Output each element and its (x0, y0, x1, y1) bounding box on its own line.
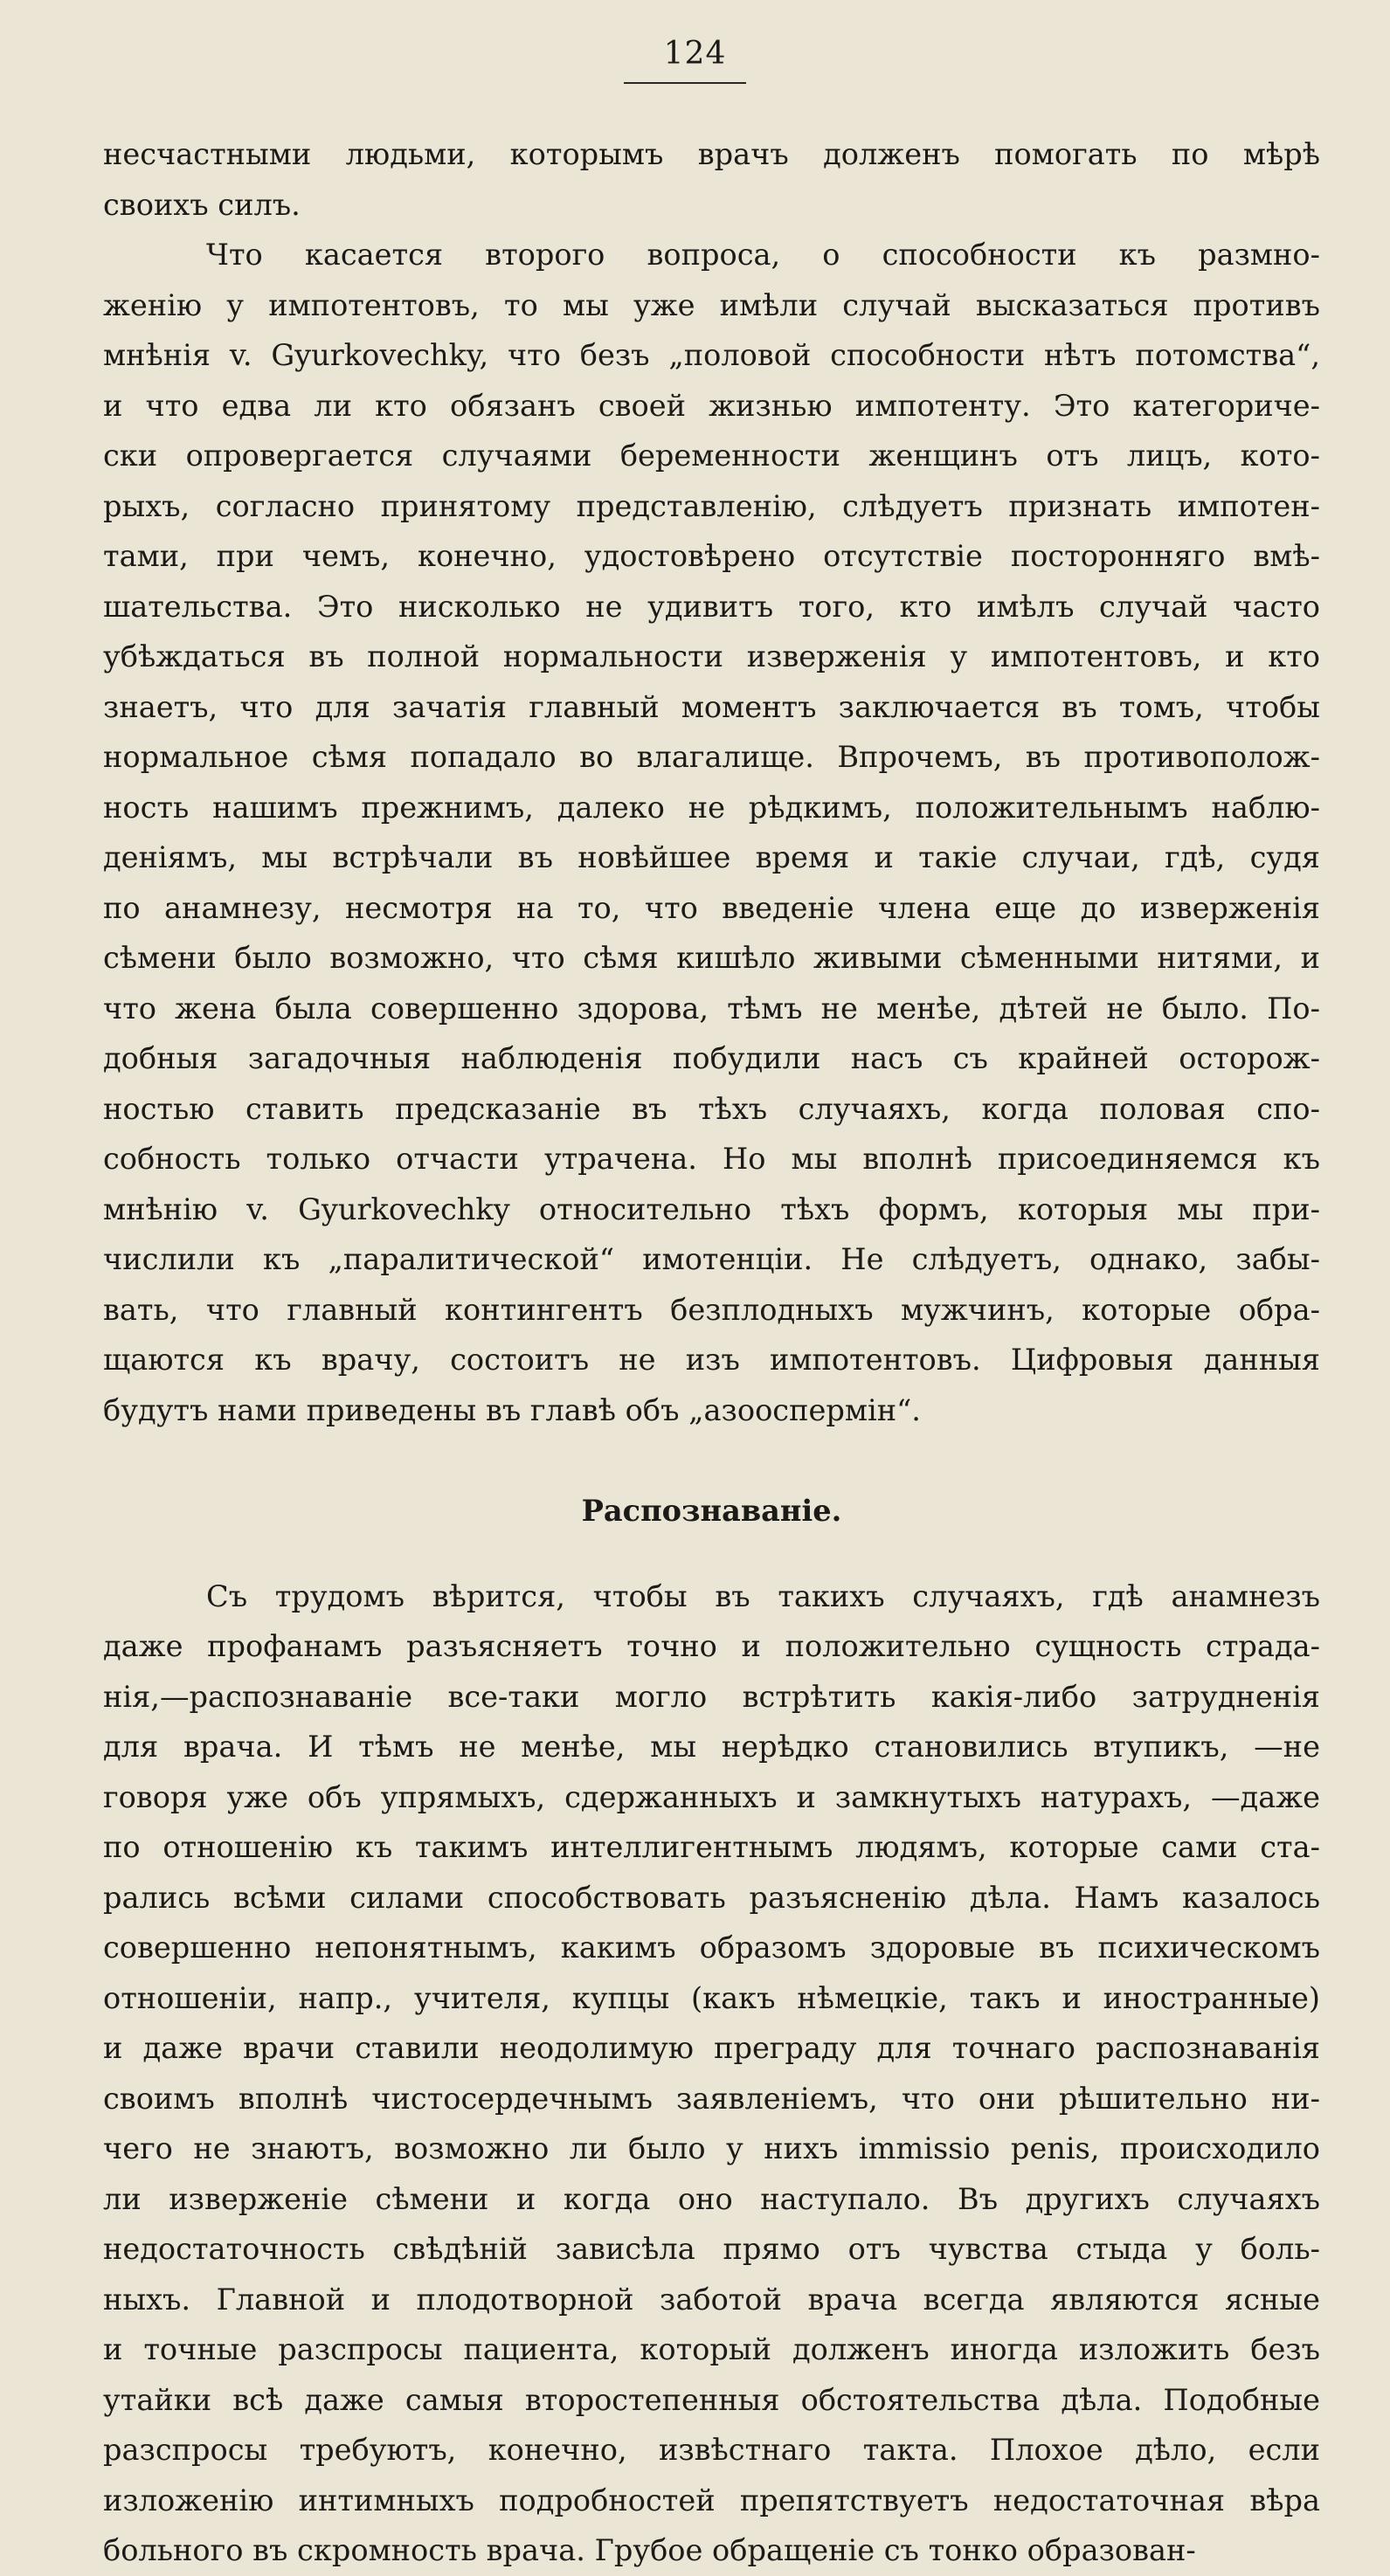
page-number: 124 (663, 36, 727, 72)
text-line: для врача. И тѣмъ не менѣе, мы нерѣдко становились втупикъ, —не (103, 1730, 1320, 1764)
text-line: ски опровергается случаями беременности женщинъ отъ лицъ, кото- (103, 439, 1320, 473)
text-line: женію у импотентовъ, то мы уже имѣли случай высказаться противъ (103, 287, 1320, 322)
text-line: говоря уже объ упрямыхъ, сдержанныхъ и замкнутыхъ натурахъ, —даже (103, 1779, 1320, 1814)
text-line: ныхъ. Главной и плодотворной заботой врача всегда являются ясные (103, 2282, 1320, 2317)
text-line: нормальное сѣмя попадало во влагалище. Впрочемъ, въ противополож- (103, 740, 1320, 774)
text-line: вать, что главный контингентъ безплодныхъ мужчинъ, которые обра- (103, 1292, 1320, 1327)
text-line: рались всѣми силами способствовать разъясненію дѣла. Намъ казалось (103, 1880, 1320, 1915)
text-line: сѣмени было возможно, что сѣмя кишѣло живыми сѣменными нитями, и (103, 941, 1320, 975)
text-line: недостаточность свѣдѣній зависѣла прямо отъ чувства стыда у боль- (103, 2232, 1320, 2266)
text-line: щаются къ врачу, состоитъ не изъ импотентовъ. Цифровыя данныя (103, 1343, 1320, 1377)
text-line: нія,—распознаваніе все-таки могло встрѣтить какія-либо затрудненія (103, 1679, 1320, 1714)
text-line: совершенно непонятнымъ, какимъ образомъ здоровые въ психическомъ (103, 1930, 1320, 1965)
text-line: по отношенію къ такимъ интеллигентнымъ людямъ, которые сами ста- (103, 1830, 1320, 1864)
text-line: ностью ставить предсказаніе въ тѣхъ случаяхъ, когда половая спо- (103, 1091, 1320, 1126)
text-line: изложенію интимныхъ подробностей препятствуетъ недостаточная вѣра (103, 2483, 1320, 2517)
text-line: деніямъ, мы встрѣчали въ новѣйшее время и такіе случаи, гдѣ, судя (103, 840, 1320, 874)
text-line: мнѣнія v. Gyurkovechky, что безъ „половой способности нѣтъ потомства“, (103, 338, 1320, 372)
text-line: ность нашимъ прежнимъ, далеко не рѣдкимъ, положительнымъ наблю- (103, 790, 1320, 825)
text-line: отношеніи, напр., учителя, купцы (какъ нѣмецкіе, такъ и иностранные) (103, 1980, 1320, 2015)
text-line: и что едва ли кто обязанъ своей жизнью импотенту. Это категориче- (103, 388, 1320, 423)
paragraph-continuation (103, 129, 1320, 230)
text-line: собность только отчасти утрачена. Но мы вполнѣ присоединяемся къ (103, 1142, 1320, 1176)
text-line: своихъ силъ. (103, 187, 301, 222)
text-line: чего не знаютъ, возможно ли было у нихъ immissio penis, происходило (103, 2131, 1320, 2165)
text-line: знаетъ, что для зачатія главный моментъ заключается въ томъ, чтобы (103, 689, 1320, 724)
text-line: мнѣнію v. Gyurkovechky относительно тѣхъ формъ, которыя мы при- (103, 1191, 1320, 1226)
paragraph-diagnosis (103, 1571, 1320, 2576)
text-line: ли изверженіе сѣмени и когда оно наступало. Въ другихъ случаяхъ (103, 2181, 1320, 2216)
text-line: числили къ „паралитической“ имотенціи. Не слѣдуетъ, однако, забы- (103, 1242, 1320, 1276)
text-line: будутъ нами приведены въ главѣ объ „азооспермін“. (103, 1392, 921, 1427)
text-line: Что касается второго вопроса, о способности къ размно- (206, 238, 1320, 272)
text-line: даже профанамъ разъясняетъ точно и положительно сущность страда- (103, 1629, 1320, 1663)
text-line: больного въ скромность врача. Грубое обращеніе съ тонко образован- (103, 2533, 1196, 2567)
text-line: шательства. Это нисколько не удивитъ того, кто имѣлъ случай часто (103, 589, 1320, 624)
section-heading: Распознаваніе. (581, 1493, 842, 1528)
text-line: Съ трудомъ вѣрится, чтобы въ такихъ случаяхъ, гдѣ анамнезъ (206, 1578, 1320, 1613)
text-line: рыхъ, согласно принятому представленію, слѣдуетъ признать импотен- (103, 488, 1320, 523)
text-line: утайки всѣ даже самыя второстепенныя обстоятельства дѣла. Подобные (103, 2382, 1320, 2417)
text-line: по анамнезу, несмотря на то, что введеніе члена еще до изверженія (103, 890, 1320, 925)
text-line: тами, при чемъ, конечно, удостовѣрено отсутствіе посторонняго вмѣ- (103, 539, 1320, 573)
text-line: несчастными людьми, которымъ врачъ долженъ помогать по мѣрѣ (103, 137, 1320, 171)
paragraph-reproduction (103, 230, 1320, 1435)
text-line: своимъ вполнѣ чистосердечнымъ заявленіемъ, что они рѣшительно ни- (103, 2081, 1320, 2116)
text-line: убѣждаться въ полной нормальности изверженія у импотентовъ, и кто (103, 639, 1320, 673)
text-block (103, 129, 1320, 2576)
text-line: и даже врачи ставили неодолимую преграду для точнаго распознаванія (103, 2031, 1320, 2065)
text-line: разспросы требуютъ, конечно, извѣстнаго такта. Плохое дѣло, если (103, 2433, 1320, 2467)
text-line: и точные разспросы пациента, который долженъ иногда изложить безъ (103, 2332, 1320, 2366)
text-line: что жена была совершенно здорова, тѣмъ не менѣе, дѣтей не было. По- (103, 991, 1320, 1026)
header-rule (624, 82, 746, 84)
text-line: добныя загадочныя наблюденія побудили насъ съ крайней осторож- (103, 1041, 1320, 1075)
